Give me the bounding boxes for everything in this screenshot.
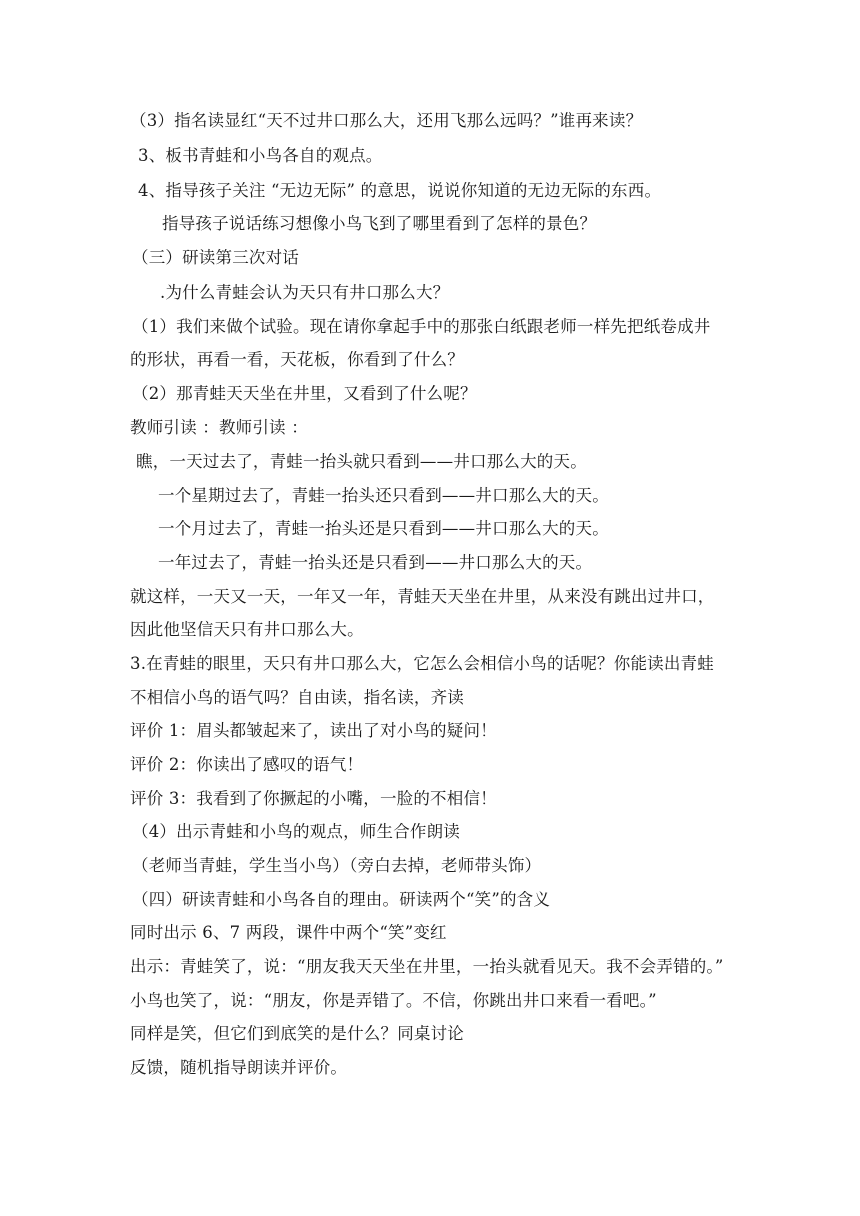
text-line: 同时出示 6、7 两段，课件中两个“笑”变红 [130, 923, 447, 942]
text-line: 教师引读 ：教师引读 ： [130, 418, 308, 437]
text-line: 评价 2：你读出了感叹的语气！ [130, 755, 364, 774]
text-line: .为什么青蛙会认为天只有井口那么大？ [160, 283, 450, 302]
text-line: 就这样，一天又一天，一年又一年，青蛙天天坐在井里，从来没有跳出过井口， [130, 587, 715, 606]
text-line: （4）出示青蛙和小鸟的观点，师生合作朗读 [132, 822, 460, 841]
text-line: 3.在青蛙的眼里，天只有井口那么大，它怎么会相信小鸟的话呢？你能读出青蛙 [130, 654, 714, 673]
text-line: 的形状，再看一看，天花板，你看到了什么？ [130, 350, 464, 369]
text-line: 因此他坚信天只有井口那么大。 [130, 620, 364, 639]
text-line: 出示：青蛙笑了，说：“朋友我天天坐在井里，一抬头就看见天。我不会弄错的。” [130, 957, 724, 976]
text-line: 小鸟也笑了，说：“朋友，你是弄错了。不信，你跳出井口来看一看吧。” [130, 991, 657, 1010]
text-line: （1）我们来做个试验。现在请你拿起手中的那张白纸跟老师一样先把纸卷成井 [132, 317, 711, 336]
text-line: 同样是笑，但它们到底笑的是什么？同桌讨论 [130, 1024, 464, 1043]
text-line: 反馈，随机指导朗读并评价。 [130, 1058, 348, 1077]
text-line: 3、板书青蛙和小鸟各自的观点。 [138, 146, 383, 165]
text-line: 评价 3：我看到了你撅起的小嘴，一脸的不相信！ [130, 789, 497, 808]
text-line: 一个月过去了，青蛙一抬头还是只看到——井口那么大的天。 [158, 519, 609, 538]
text-line: 一个星期过去了，青蛙一抬头还只看到——井口那么大的天。 [158, 486, 609, 505]
text-line: 不相信小鸟的语气吗？自由读，指名读，齐读 [130, 688, 464, 707]
text-line: 指导孩子说话练习想像小鸟飞到了哪里看到了怎样的景色？ [162, 214, 597, 233]
text-line: 瞧，一天过去了，青蛙一抬头就只看到——井口那么大的天。 [136, 452, 587, 471]
text-line: 评价 1：眉头都皱起来了，读出了对小鸟的疑问！ [130, 721, 497, 740]
text-line: 4、指导孩子关注 “无边无际” 的意思，说说你知道的无边无际的东西。 [138, 181, 662, 200]
section-heading: （四）研读青蛙和小鸟各自的理由。研读两个“笑”的含义 [132, 890, 551, 909]
text-line: （3）指名读显红“天不过井口那么大，还用飞那么远吗？”谁再来读？ [130, 111, 643, 130]
text-line: 一年过去了，青蛙一抬头还是只看到——井口那么大的天。 [158, 553, 593, 572]
text-line: （2）那青蛙天天坐在井里，又看到了什么呢？ [132, 384, 477, 403]
section-heading: （三）研读第三次对话 [132, 248, 299, 267]
text-line: （老师当青蛙，学生当小鸟）（旁白去掉，老师带头饰） [132, 856, 542, 875]
